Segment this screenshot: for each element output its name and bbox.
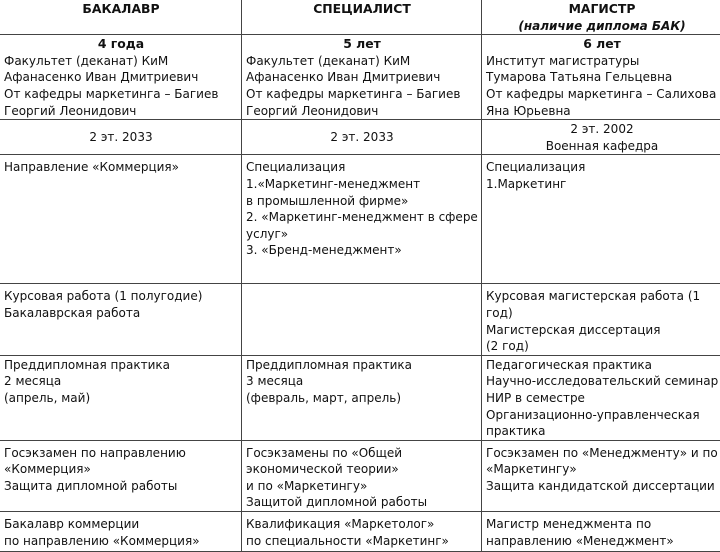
master-exams-line: «Маркетингу» [486,461,718,478]
master-dean: Тумарова Татьяна Гельцевна [486,69,718,86]
specialization-row [0,155,720,284]
info-row [0,35,720,120]
master-exams-line: Защита кандидатской диссертации [486,478,718,495]
bachelor-practice-line: Преддипломная практика [4,357,238,374]
practice-row [0,355,720,440]
header-row [0,0,720,35]
header-specialist [242,0,482,35]
master-qualification-line: Магистр менеджмента по [486,516,718,533]
specialist-title: СПЕЦИАЛИСТ [246,1,478,18]
bachelor-dean: Афанасенко Иван Дмитриевич [4,69,238,86]
specialist-specialization-line: в промышленной фирме» [246,193,478,210]
master-duration: 6 лет [486,36,718,53]
specialist-exams-cell [242,440,482,511]
specialist-qualification-line: Квалификация «Маркетолог» [246,516,478,533]
specialist-practice-line: (февраль, март, апрель) [246,390,478,407]
header-bachelor [0,0,242,35]
bachelor-coursework-cell [0,284,242,355]
master-qualification-line: направлению «Менеджмент» [486,533,718,550]
exams-row [0,440,720,511]
specialist-dean: Афанасенко Иван Дмитриевич [246,69,478,86]
specialist-practice-line: 3 месяца [246,373,478,390]
master-coursework-line: Курсовая магистерская работа (1 [486,288,718,305]
bachelor-practice-line: 2 месяца [4,373,238,390]
specialist-specialization-line: Специализация [246,159,478,176]
master-subtitle: (наличие диплома БАК) [486,18,718,35]
specialist-info-cell [242,35,482,120]
bachelor-qualification-line: по направлению «Коммерция» [4,533,238,550]
master-practice-line: НИР в семестре [486,390,718,407]
master-practice-line: практика [486,423,718,440]
bachelor-room-cell [0,120,242,155]
specialist-practice-line: Преддипломная практика [246,357,478,374]
master-info-cell [482,35,720,120]
master-specialization-line: 1.Маркетинг [486,176,718,193]
bachelor-specialization-line: Направление «Коммерция» [4,159,238,176]
master-coursework-cell [482,284,720,355]
bachelor-exams-cell [0,440,242,511]
bachelor-specialization-cell [0,155,242,284]
bachelor-coursework-line: Курсовая работа (1 полугодие) [4,288,238,305]
master-specialization-line: Специализация [486,159,718,176]
specialist-exams-line: Госэкзамены по «Общей [246,445,478,462]
master-department-line: От кафедры маркетинга – Салихова [486,86,718,103]
specialist-exams-line: и по «Маркетингу» [246,478,478,495]
master-practice-line: Организационно-управленческая [486,407,718,424]
master-coursework-line: год) [486,305,718,322]
specialist-specialization-line: 2. «Маркетинг-менеджмент в сфере [246,209,478,226]
master-faculty: Институт магистратуры [486,53,718,70]
bachelor-practice-cell [0,355,242,440]
specialist-department-line: Георгий Леонидович [246,103,478,120]
bachelor-department-line: Георгий Леонидович [4,103,238,120]
specialist-room: 2 эт. 2033 [246,129,478,146]
bachelor-coursework-line: Бакалаврская работа [4,305,238,322]
bachelor-qualification-cell [0,512,242,552]
bachelor-duration: 4 года [4,36,238,53]
specialist-exams-line: экономической теории» [246,461,478,478]
specialist-specialization-cell [242,155,482,284]
bachelor-department-line: От кафедры маркетинга – Багиев [4,86,238,103]
master-exams-line: Госэкзамен по «Менеджменту» и по [486,445,718,462]
qualification-row [0,512,720,552]
coursework-row [0,284,720,355]
header-master [482,0,720,35]
specialist-duration: 5 лет [246,36,478,53]
specialist-specialization-line: услуг» [246,226,478,243]
master-coursework-line: Магистерская диссертация [486,322,718,339]
specialist-room-cell [242,120,482,155]
room-row [0,120,720,155]
bachelor-qualification-line: Бакалавр коммерции [4,516,238,533]
specialist-coursework-cell [242,284,482,355]
master-room-cell [482,120,720,155]
bachelor-faculty: Факультет (деканат) КиМ [4,53,238,70]
specialist-specialization-line: 1.«Маркетинг-менеджмент [246,176,478,193]
master-department-line: Яна Юрьевна [486,103,718,120]
master-specialization-cell [482,155,720,284]
bachelor-room: 2 эт. 2033 [4,129,238,146]
specialist-qualification-cell [242,512,482,552]
specialist-exams-line: Защитой дипломной работы [246,494,478,511]
bachelor-practice-line: (апрель, май) [4,390,238,407]
specialist-faculty: Факультет (деканат) КиМ [246,53,478,70]
master-practice-line: Педагогическая практика [486,357,718,374]
master-practice-cell [482,355,720,440]
master-room: 2 эт. 2002 [486,121,718,138]
bachelor-exams-line: Госэкзамен по направлению [4,445,238,462]
bachelor-exams-line: «Коммерция» [4,461,238,478]
bachelor-info-cell [0,35,242,120]
specialist-practice-cell [242,355,482,440]
specialist-department-line: От кафедры маркетинга – Багиев [246,86,478,103]
master-room-note: Военная кафедра [486,138,718,155]
master-coursework-line: (2 год) [486,338,718,355]
master-title: МАГИСТР [486,1,718,18]
specialist-qualification-line: по специальности «Маркетинг» [246,533,478,550]
master-exams-cell [482,440,720,511]
bachelor-exams-line: Защита дипломной работы [4,478,238,495]
master-qualification-cell [482,512,720,552]
master-practice-line: Научно-исследовательский семинар [486,373,718,390]
bachelor-title: БАКАЛАВР [4,1,238,18]
specialist-specialization-line: 3. «Бренд-менеджмент» [246,242,478,259]
